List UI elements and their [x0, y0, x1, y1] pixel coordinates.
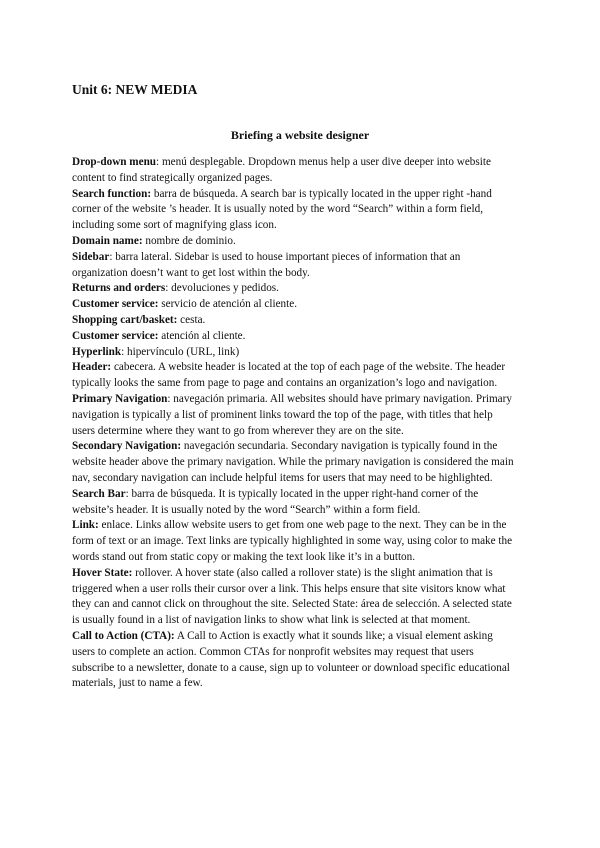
glossary-entry: [72, 155, 518, 187]
glossary-term-separator: :: [167, 392, 171, 405]
glossary-entry: [72, 297, 518, 313]
glossary-definition: menú desplegable. Dropdown menus help a user dive deeper into website content to find strategically organized pages.: [72, 156, 491, 184]
glossary-definition: barra de búsqueda. A search bar is typically located in the upper right -hand corner of the website ’s header. It is usually noted by the word “Search” within a form field, including some sort of magnifying glass icon.: [72, 187, 492, 232]
glossary-entry: [72, 566, 518, 629]
glossary-definition: cabecera. A website header is located at the top of each page of the website. The header typically looks the same from page to page and contains an organization’s logo and navigation.: [72, 361, 506, 390]
glossary-entry: [72, 487, 518, 519]
glossary-entry: [72, 313, 518, 329]
glossary-term: Returns and orders: [72, 282, 166, 295]
glossary-entry: [72, 345, 518, 361]
glossary-term: Search Bar: [72, 487, 126, 500]
glossary-term: Link:: [72, 519, 99, 532]
glossary-term: Customer service:: [72, 329, 159, 342]
glossary-term-separator: :: [165, 282, 169, 295]
glossary-term: Hover State:: [72, 566, 133, 579]
glossary-term: Call to Action (CTA):: [72, 629, 175, 642]
glossary-term: Search function:: [72, 187, 152, 200]
glossary-term: Primary Navigation: [72, 392, 168, 405]
glossary-entry: [72, 250, 518, 282]
glossary-term-separator: :: [156, 156, 160, 168]
glossary-definition: nombre de dominio.: [142, 234, 236, 247]
glossary-definition: servicio de atención al cliente.: [158, 298, 298, 311]
glossary-entry: [72, 360, 518, 392]
glossary-entry: [72, 518, 518, 565]
glossary-definition: navegación secundaria. Secondary navigation is typically found in the website header above the primary navigation. While the primary navigation is considered the main nav, secondary navigation can include helpful items for users that may need to be highlighted.: [72, 440, 514, 484]
glossary-term: Domain name:: [72, 234, 143, 247]
glossary-term-separator: :: [121, 345, 125, 358]
glossary-definition: barra lateral. Sidebar is used to house important pieces of information that an organization doesn’t want to get lost within the body.: [72, 250, 461, 279]
glossary-entry: [72, 329, 518, 345]
glossary-definition: navegación primaria. All websites should have primary navigation. Primary navigation is typically a list of prominent links toward the top of the page, with titles that help users determine where they want to go from wherever they are on the site.: [72, 392, 512, 437]
glossary-definition: barra de búsqueda. It is typically located in the upper right-hand corner of the website’s header. It is usually noted by the word “Search” within a form field.: [72, 487, 479, 516]
glossary-term: Hyperlink: [72, 345, 122, 358]
glossary-list: [72, 155, 518, 692]
glossary-definition: A Call to Action is exactly what it sounds like; a visual element asking users to complete an action. Common CTAs for nonprofit websites may request that users subscribe to a newsletter, donate to a cause, sign up to volunteer or download specific educational materials, just to name a few.: [72, 629, 510, 690]
glossary-entry: [72, 234, 518, 250]
glossary-entry: [72, 629, 518, 692]
glossary-term-separator: :: [109, 250, 113, 263]
glossary-entry: [72, 281, 518, 297]
unit-title: Unit 6: NEW MEDIA: [72, 82, 198, 97]
glossary-definition: devoluciones y pedidos.: [168, 282, 279, 295]
glossary-entry: [72, 439, 518, 486]
glossary-entry: [72, 392, 518, 439]
glossary-term-separator: :: [125, 487, 129, 500]
document-heading: Briefing a website designer: [230, 128, 370, 142]
glossary-term: Customer service:: [72, 298, 159, 311]
glossary-term: Shopping cart/basket:: [72, 313, 178, 326]
glossary-definition: rollover. A hover state (also called a rollover state) is the slight animation that is triggered when a user rolls their cursor over a link. This helps ensure that site visitors know what they can and cannot click on throughout the site. Selected State: área de selección. A selected state is usually found in a list of navigation links to show what link is selected at that moment.: [72, 566, 512, 627]
glossary-entry: [72, 187, 518, 234]
glossary-definition: enlace. Links allow website users to get from one web page to the next. They can be in the form of text or an image. Text links are typically highlighted in some way, using color to make the words stand out from static copy or making the text look like it’s in a button.: [72, 519, 513, 563]
glossary-term: Secondary Navigation:: [72, 440, 182, 453]
glossary-definition: atención al cliente.: [158, 329, 246, 342]
glossary-definition: hipervínculo (URL, link): [124, 345, 240, 358]
glossary-term: Drop-down menu: [72, 156, 157, 168]
glossary-definition: cesta.: [177, 313, 206, 326]
glossary-term: Sidebar: [72, 250, 110, 263]
glossary-term: Header:: [72, 361, 112, 374]
